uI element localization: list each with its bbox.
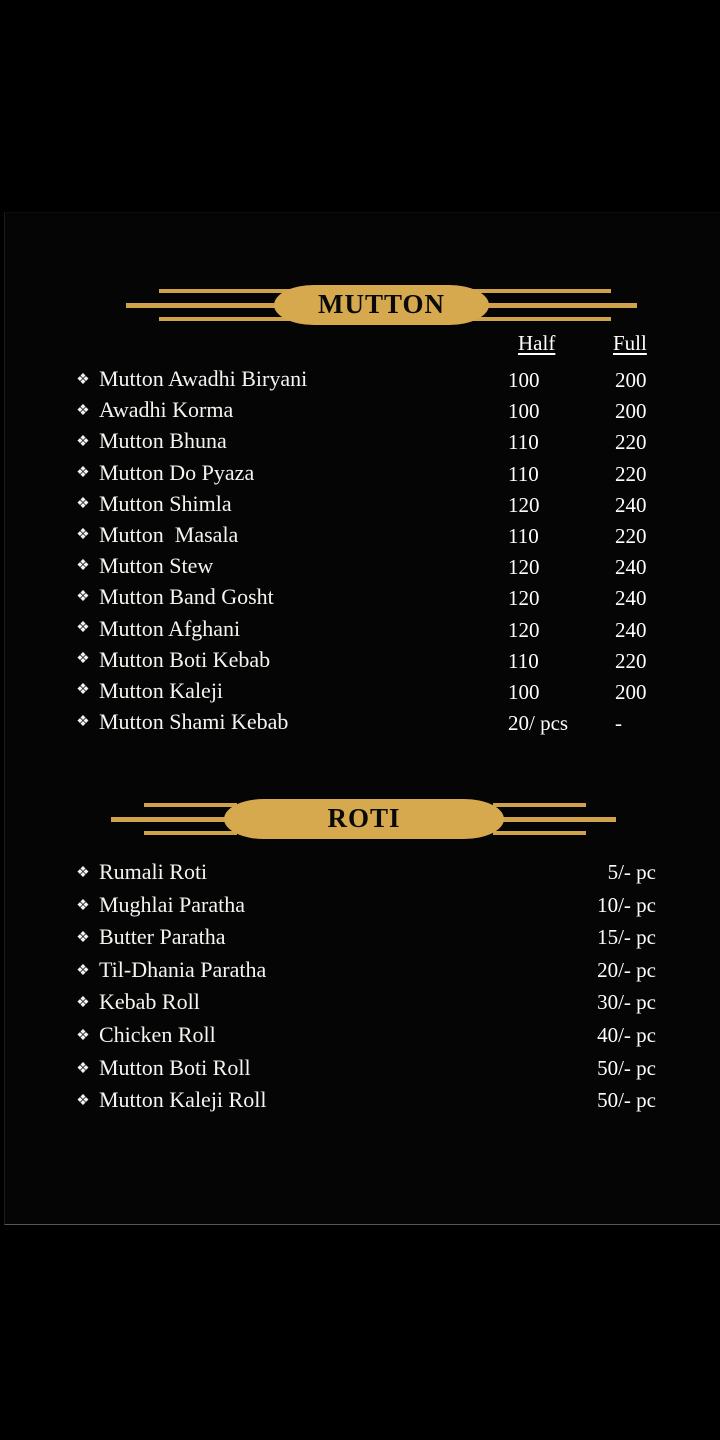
list-bullet-icon: ❖ bbox=[76, 558, 90, 575]
section-title-mutton: MUTTON bbox=[317, 288, 445, 319]
menu-item-price-full: 220 bbox=[615, 461, 647, 486]
banner-rail-left-mid bbox=[111, 817, 241, 822]
menu-item-price-half: 100 bbox=[508, 368, 540, 392]
menu-item-price-half: 110 bbox=[508, 430, 539, 455]
list-bullet-icon: ❖ bbox=[76, 620, 90, 637]
menu-item-price: 15/- pc bbox=[597, 925, 656, 950]
menu-item-name: Mutton Awadhi Biryani bbox=[99, 366, 308, 391]
menu-item-price: 5/- pc bbox=[607, 860, 656, 884]
menu-item-price-half: 120 bbox=[508, 555, 540, 580]
banner-rail-right-bottom bbox=[493, 831, 586, 835]
menu-item-price-full: 240 bbox=[615, 617, 647, 642]
menu-item-name: Mutton Boti Kebab bbox=[99, 646, 271, 672]
menu-item-name: Butter Paratha bbox=[99, 924, 226, 950]
menu-item-name: Mutton Stew bbox=[99, 553, 214, 579]
list-bullet-icon: ❖ bbox=[76, 995, 90, 1012]
column-header-half: Half bbox=[518, 331, 556, 355]
roti-item-names bbox=[99, 856, 499, 1117]
menu-item-price: 50/- pc bbox=[597, 1088, 656, 1113]
list-bullet-icon: ❖ bbox=[76, 1060, 90, 1077]
menu-item-price-full: - bbox=[615, 711, 622, 736]
menu-item-name: Mughlai Paratha bbox=[99, 891, 246, 917]
list-bullet-icon: ❖ bbox=[76, 1027, 90, 1044]
banner-rail-right-mid bbox=[464, 303, 637, 308]
section-title-pill-mutton bbox=[274, 285, 489, 325]
menu-item-name: Rumali Roti bbox=[99, 859, 208, 884]
menu-item-price-full: 200 bbox=[615, 679, 647, 704]
section-banner-roti bbox=[111, 799, 616, 839]
list-bullet-icon: ❖ bbox=[76, 865, 90, 881]
menu-item-price: 20/- pc bbox=[597, 957, 656, 982]
banner-rail-right-top bbox=[493, 803, 586, 807]
menu-item-name: Til-Dhania Paratha bbox=[99, 956, 267, 982]
menu-item-price: 10/- pc bbox=[597, 892, 656, 917]
banner-rail-left-top bbox=[144, 803, 237, 807]
list-bullet-icon: ❖ bbox=[76, 713, 90, 730]
menu-item-name: Mutton Band Gosht bbox=[99, 584, 274, 610]
menu-item-price-half: 100 bbox=[508, 679, 540, 704]
mutton-half-prices bbox=[508, 365, 598, 739]
column-header-full: Full bbox=[613, 331, 647, 355]
list-bullet-icon: ❖ bbox=[76, 496, 90, 513]
menu-item-price-full: 220 bbox=[615, 430, 647, 455]
list-bullet-icon: ❖ bbox=[76, 930, 90, 947]
menu-item-price-full: 200 bbox=[615, 368, 647, 392]
menu-item-price-full: 240 bbox=[615, 586, 647, 611]
menu-content-panel bbox=[4, 212, 720, 1225]
menu-item-price-half: 120 bbox=[508, 492, 540, 517]
menu-item-price-half: 20/ pcs bbox=[508, 711, 569, 736]
menu-item-price-half: 120 bbox=[508, 617, 540, 642]
list-bullet-icon: ❖ bbox=[76, 434, 90, 451]
banner-rail-right-top bbox=[467, 289, 611, 293]
menu-item-price-half: 120 bbox=[508, 586, 540, 611]
list-bullet-icon: ❖ bbox=[76, 962, 90, 979]
menu-item-price-full: 240 bbox=[615, 555, 647, 580]
mutton-item-names bbox=[99, 363, 479, 737]
menu-item-name: Awadhi Korma bbox=[99, 397, 234, 423]
menu-item-price-full: 220 bbox=[615, 523, 647, 548]
banner-rail-left-bottom bbox=[144, 831, 237, 835]
section-banner-mutton bbox=[126, 285, 637, 325]
list-bullet-icon: ❖ bbox=[76, 372, 90, 388]
menu-item-name: Mutton Shami Kebab bbox=[99, 709, 289, 735]
list-bullet-icon: ❖ bbox=[76, 651, 90, 668]
menu-item-name: Mutton Afghani bbox=[99, 615, 241, 641]
menu-item-name: Mutton Shimla bbox=[99, 490, 232, 516]
menu-item-price-half: 100 bbox=[508, 399, 540, 424]
section-title-roti: ROTI bbox=[327, 802, 401, 833]
list-bullet-icon: ❖ bbox=[76, 589, 90, 606]
menu-item-name: Mutton Do Pyaza bbox=[99, 459, 255, 485]
list-bullet-icon: ❖ bbox=[76, 682, 90, 699]
section-title-pill-roti bbox=[224, 799, 504, 839]
mutton-bullet-column bbox=[63, 365, 103, 738]
menu-item-name: Mutton Kaleji bbox=[99, 677, 224, 703]
menu-item-price-half: 110 bbox=[508, 523, 539, 548]
menu-item-name: Mutton Kaleji Roll bbox=[99, 1087, 267, 1113]
menu-item-name: Mutton Masala bbox=[99, 521, 239, 547]
menu-item-price-full: 220 bbox=[615, 648, 647, 673]
banner-rail-right-mid bbox=[491, 817, 616, 822]
banner-rail-left-bottom bbox=[159, 317, 303, 321]
banner-rail-right-bottom bbox=[467, 317, 611, 321]
mutton-column-headers bbox=[5, 331, 720, 359]
menu-item-name: Mutton Boti Roll bbox=[99, 1054, 251, 1080]
mutton-full-prices bbox=[615, 365, 695, 739]
menu-item-price-half: 110 bbox=[508, 461, 539, 486]
menu-item-price-full: 240 bbox=[615, 492, 647, 517]
roti-prices bbox=[505, 856, 656, 1117]
list-bullet-icon: ❖ bbox=[76, 897, 90, 914]
menu-item-price-full: 200 bbox=[615, 399, 647, 424]
menu-item-price: 30/- pc bbox=[597, 990, 656, 1015]
menu-item-name: Chicken Roll bbox=[99, 1021, 216, 1047]
list-bullet-icon: ❖ bbox=[76, 403, 90, 420]
list-bullet-icon: ❖ bbox=[76, 527, 90, 544]
list-bullet-icon: ❖ bbox=[76, 465, 90, 482]
menu-item-name: Kebab Roll bbox=[99, 989, 200, 1015]
menu-item-name: Mutton Bhuna bbox=[99, 428, 227, 454]
roti-bullet-column bbox=[63, 857, 103, 1118]
menu-item-price: 50/- pc bbox=[597, 1055, 656, 1080]
menu-item-price-half: 110 bbox=[508, 648, 539, 673]
menu-item-price: 40/- pc bbox=[597, 1022, 656, 1047]
list-bullet-icon: ❖ bbox=[76, 1093, 90, 1110]
